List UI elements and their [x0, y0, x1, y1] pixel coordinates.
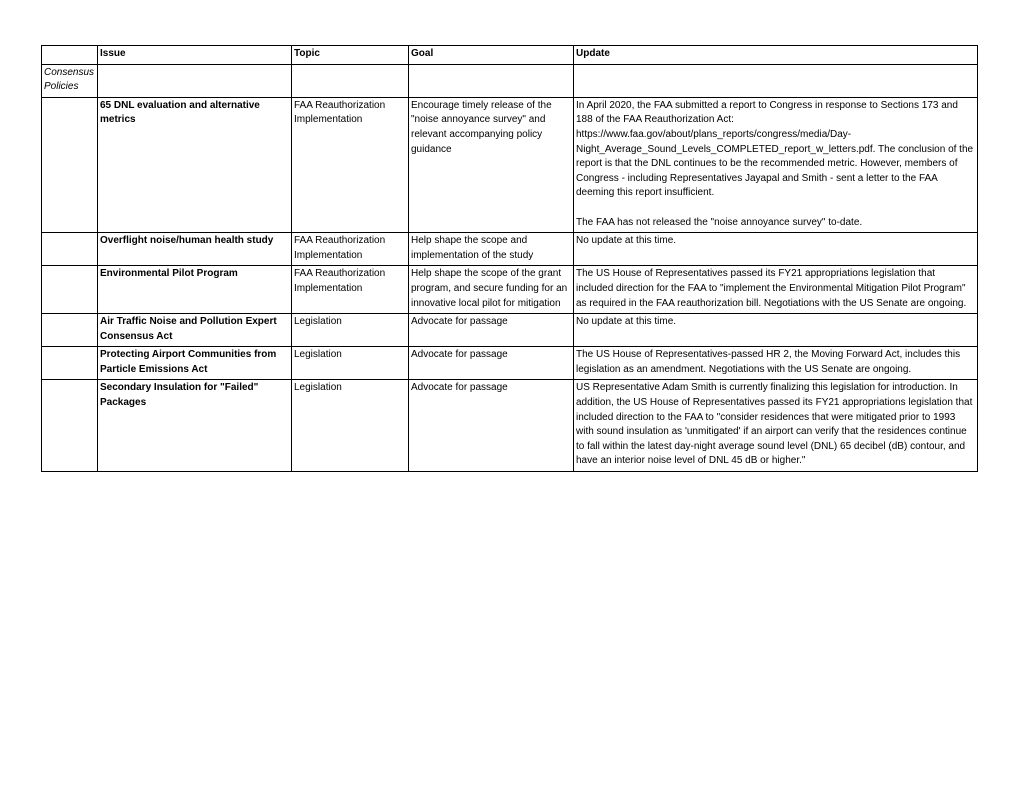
update-paragraph: The US House of Representatives-passed HR 2, the Moving Forward Act, includes this legislation as an amendment. Negotiations with the US Senate are ongoing. — [576, 349, 961, 375]
row-blank-cell — [42, 97, 98, 232]
table-row — [42, 314, 978, 347]
row-blank-cell — [42, 347, 98, 380]
empty-cell — [292, 64, 409, 97]
topic-cell: FAA Reauthorization Implementation — [292, 233, 409, 266]
update-paragraph: In April 2020, the FAA submitted a report to Congress in response to Sections 173 and 188 of the FAA Reauthorization Act: https://www.faa.gov/about/plans_reports/congress/media/Day-Night_Average_Sound_Levels_COMPLETED_report_w_letters.pdf. The conclusion of the report is that the DNL continues to be the recommended metric. However, members of Congress - including Representatives Jayapal and Smith - sent a letter to the FAA deeming this report insufficient. — [576, 99, 974, 199]
goal-cell: Advocate for passage — [409, 380, 574, 472]
update-paragraph: No update at this time. — [576, 235, 677, 247]
table-row — [42, 266, 978, 314]
topic-cell: Legislation — [292, 380, 409, 472]
row-blank-cell — [42, 380, 98, 472]
goal-cell: Encourage timely release of the "noise annoyance survey" and relevant accompanying policy guidance — [409, 97, 574, 232]
issue-cell: Environmental Pilot Program — [98, 266, 292, 314]
goal-cell: Help shape the scope and implementation of the study — [409, 233, 574, 266]
update-cell — [574, 233, 978, 266]
header-topic: Topic — [292, 46, 409, 65]
empty-cell — [574, 64, 978, 97]
update-paragraph: US Representative Adam Smith is currently finalizing this legislation for introduction. In addition, the US House of Representatives passed its FY21 appropriations legislation that included direction to the FAA to "consider residences that were mitigated prior to 1993 with sound insulation as 'unmitigated' if an airport can verify that the residences continue to fall within the latest day-night average sound level (DNL) 65 decibel (dB) contour, and have an interior noise level of DNL 45 dB or higher." — [576, 382, 973, 467]
table-row — [42, 97, 978, 232]
table-row — [42, 380, 978, 472]
issue-cell: Air Traffic Noise and Pollution Expert Consensus Act — [98, 314, 292, 347]
header-goal: Goal — [409, 46, 574, 65]
issue-cell: 65 DNL evaluation and alternative metrics — [98, 97, 292, 232]
goal-cell: Help shape the scope of the grant program, and secure funding for an innovative local pilot for mitigation — [409, 266, 574, 314]
policy-table — [41, 45, 978, 472]
goal-cell: Advocate for passage — [409, 347, 574, 380]
section-label: Consensus Policies — [42, 64, 98, 97]
header-blank — [42, 46, 98, 65]
topic-cell: Legislation — [292, 347, 409, 380]
update-paragraph: The FAA has not released the "noise annoyance survey" to-date. — [576, 216, 863, 228]
header-update: Update — [574, 46, 978, 65]
table-row — [42, 233, 978, 266]
document-page — [41, 45, 977, 472]
update-paragraph: No update at this time. — [576, 316, 677, 328]
section-row — [42, 64, 978, 97]
topic-cell: FAA Reauthorization Implementation — [292, 97, 409, 232]
topic-cell: Legislation — [292, 314, 409, 347]
topic-cell: FAA Reauthorization Implementation — [292, 266, 409, 314]
issue-cell: Overflight noise/human health study — [98, 233, 292, 266]
update-cell — [574, 314, 978, 347]
row-blank-cell — [42, 233, 98, 266]
table-row — [42, 347, 978, 380]
issue-cell: Secondary Insulation for "Failed" Packages — [98, 380, 292, 472]
empty-cell — [98, 64, 292, 97]
issue-cell: Protecting Airport Communities from Particle Emissions Act — [98, 347, 292, 380]
update-cell — [574, 97, 978, 232]
update-cell — [574, 266, 978, 314]
header-row — [42, 46, 978, 65]
row-blank-cell — [42, 314, 98, 347]
empty-cell — [409, 64, 574, 97]
header-issue: Issue — [98, 46, 292, 65]
update-cell — [574, 380, 978, 472]
row-blank-cell — [42, 266, 98, 314]
update-paragraph: The US House of Representatives passed its FY21 appropriations legislation that included direction for the FAA to "implement the Environmental Mitigation Pilot Program" as required in the FAA reauthorization bill. Negotiations with the US Senate are ongoing. — [576, 268, 967, 309]
update-cell — [574, 347, 978, 380]
goal-cell: Advocate for passage — [409, 314, 574, 347]
